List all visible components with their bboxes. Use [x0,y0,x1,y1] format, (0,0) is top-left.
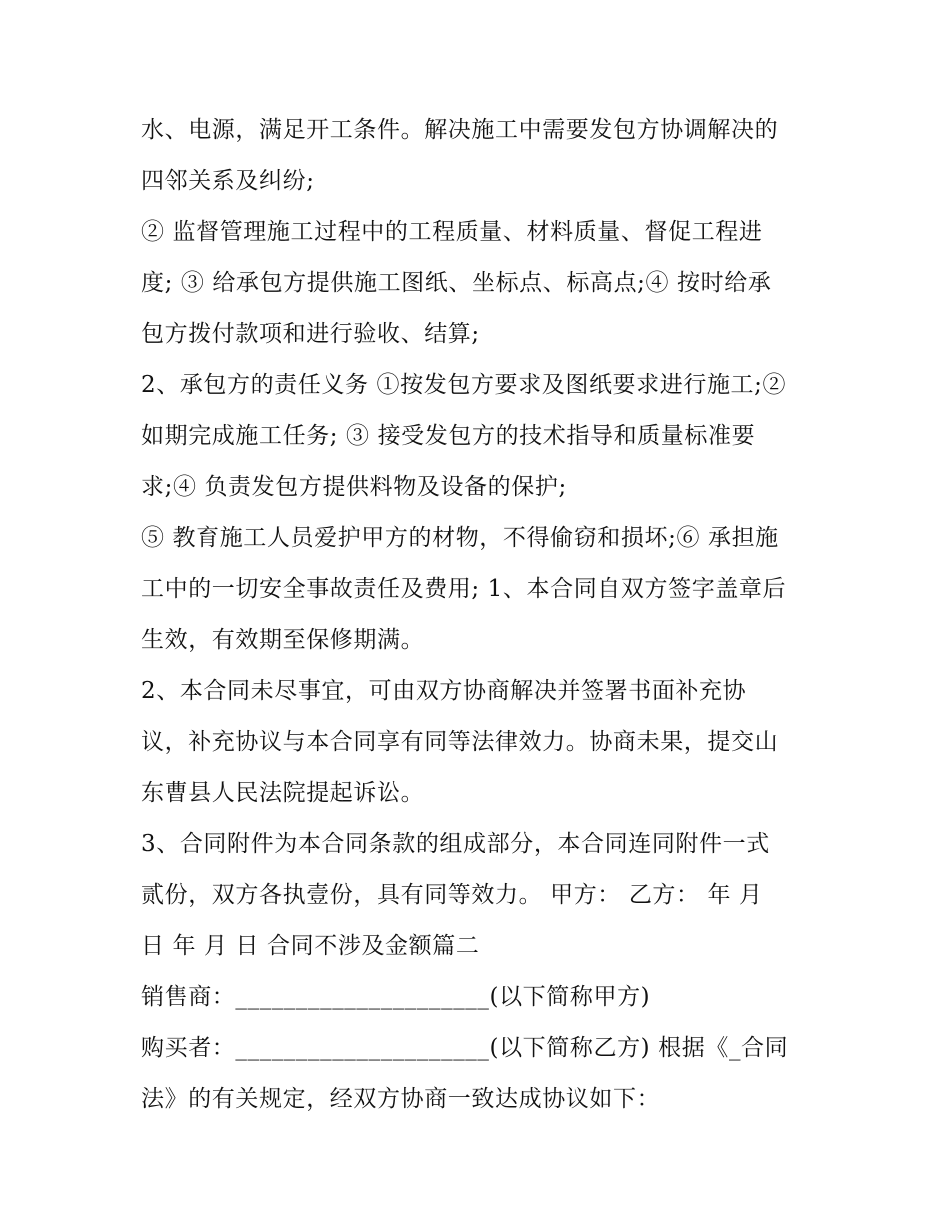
text-line: ② 监督管理施工过程中的工程质量、材料质量、督促工程进 [141,219,763,245]
text-line: 2、本合同未尽事宜，可由双方协商解决并签署书面补充协 [141,678,747,704]
text-line: 工中的一切安全事故责任及费用; 1、本合同自双方签字盖章后 [141,576,787,602]
text-line: 议，补充协议与本合同享有同等法律效力。协商未果，提交山 [141,729,779,755]
text-line: 包方拨付款项和进行验收、结算; [141,321,480,347]
text-line: 日 年 月 日 合同不涉及金额篇二 [141,933,480,959]
text-line: 水、电源，满足开工条件。解决施工中需要发包方协调解决的 [141,117,779,143]
text-line: 求;④ 负责发包方提供料物及设备的保护; [141,474,567,500]
seller-line: 销售商：_____________________(以下简称甲方) [141,984,651,1010]
text-line: 东曹县人民法院提起诉讼。 [141,780,425,806]
text-line: 2、承包方的责任义务 ①按发包方要求及图纸要求进行施工;② [141,372,787,398]
text-line: 贰份，双方各执壹份，具有同等效力。 甲方： 乙方： 年 月 [141,882,763,908]
text-line: ⑤ 教育施工人员爱护甲方的材物，不得偷窃和损坏;⑥ 承担施 [141,525,779,551]
text-line: 如期完成施工任务; ③ 接受发包方的技术指导和质量标准要 [141,423,756,449]
document-body [141,105,821,1125]
text-line: 生效，有效期至保修期满。 [141,627,425,653]
text-line: 法》的有关规定，经双方协商一致达成协议如下： [141,1086,661,1112]
text-line: 度; ③ 给承包方提供施工图纸、坐标点、标高点;④ 按时给承 [141,270,772,296]
buyer-line: 购买者：_____________________(以下简称乙方) 根据《_合同 [141,1035,789,1061]
text-line: 四邻关系及纠纷; [141,168,315,194]
text-line: 3、合同附件为本合同条款的组成部分，本合同连同附件一式 [141,831,770,857]
